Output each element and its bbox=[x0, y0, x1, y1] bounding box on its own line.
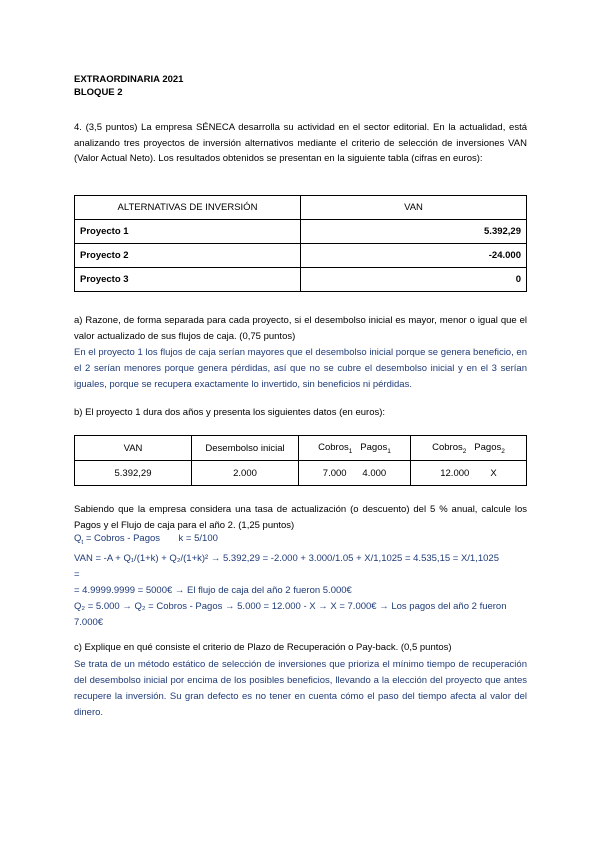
part-b-question: b) El proyecto 1 dura dos años y presenta los siguientes datos (en euros): bbox=[74, 407, 386, 418]
table-row bbox=[75, 461, 527, 486]
table-header: Desembolso inicial bbox=[192, 436, 299, 461]
calc-line-1: $Q_t$ = Cobros - Pagos k = 5/100 bbox=[74, 533, 218, 546]
part-c-question: c) Explique en qué consiste el criterio de Plazo de Recuperación o Pay-back. (0,5 puntos) bbox=[74, 642, 452, 653]
project-name: Proyecto 3 bbox=[75, 268, 301, 292]
part-a-answer: En el proyecto 1 los flujos de caja serían mayores que el desembolso inicial porque se genera beneficio, en el 2 serían menores porque genera pérdidas, así que no se cubre el desembolso inicial y en el 3 serían iguales, porque se recupera exactamente lo invertido, sin beneficios ni pérdidas. bbox=[74, 347, 527, 390]
van-table bbox=[74, 195, 527, 292]
block-title: BLOQUE 2 bbox=[74, 87, 123, 98]
table-header-cobros-pagos-2: Cobros$_2$ Pagos$_2$ bbox=[411, 436, 527, 461]
question-4-text: 4. (3,5 puntos) La empresa SÉNECA desarrolla su actividad en el sector editorial. En la actualidad, está analizando tres proyectos de inversión alternativos mediante el criterio de selección de inversiones VAN (Valor Actual Neto). Los resultados obtenidos se presentan en la siguiente tabla (cifras en euros): bbox=[74, 122, 527, 164]
table-header: VAN bbox=[75, 436, 192, 461]
calc-line-3: = bbox=[74, 568, 80, 580]
table-cell: 12.000 X bbox=[411, 461, 527, 486]
project-name: Proyecto 2 bbox=[75, 244, 301, 268]
calc-line-4: = 4.9999.9999 = 5000€ → El flujo de caja del año 2 fueron 5.000€ bbox=[74, 584, 352, 596]
calc-line-5: Q₂ = 5.000 → Q₂ = Cobros - Pagos → 5.000 = 12.000 - X → X = 7.000€ → Los pagos del año 2 fueron bbox=[74, 600, 507, 612]
exam-title: EXTRAORDINARIA 2021 bbox=[74, 74, 184, 85]
table-cell: 5.392,29 bbox=[75, 461, 192, 486]
project-van: 5.392,29 bbox=[301, 220, 527, 244]
project1-data-table bbox=[74, 435, 527, 486]
table-header-row bbox=[75, 196, 527, 220]
table-header-row bbox=[75, 436, 527, 461]
part-b-calculation bbox=[74, 531, 534, 631]
part-c-answer: Se trata de un método estático de selección de inversiones que prioriza el mínimo tiempo de recuperación del desembolso inicial por encima de los posibles beneficios, llevando a la elección del proyecto que antes recupere la inversión. Su gran defecto es no tener en cuenta cómo el paso del tiempo afecta al valor del dinero. bbox=[74, 659, 527, 718]
table-row bbox=[75, 244, 527, 268]
calc-line-6: 7.000€ bbox=[74, 616, 104, 628]
table-row bbox=[75, 220, 527, 244]
part-a-question: a) Razone, de forma separada para cada proyecto, si el desembolso inicial es mayor, menor o igual que el valor actualizado de sus flujos de caja. (0,75 puntos) bbox=[74, 315, 527, 342]
table-row bbox=[75, 268, 527, 292]
table-header: ALTERNATIVAS DE INVERSIÓN bbox=[75, 196, 301, 220]
project-name: Proyecto 1 bbox=[75, 220, 301, 244]
calc-line-2: VAN = -A + Q₁/(1+k) + Q₂/(1+k)² → 5.392,29 = -2.000 + 3.000/1.05 + X/1,1025 = 4.535,15 = X/1,1025 bbox=[74, 552, 499, 564]
table-header: VAN bbox=[301, 196, 527, 220]
table-header-cobros-pagos-1: Cobros$_1$ Pagos$_1$ bbox=[299, 436, 411, 461]
table-cell: 7.000 4.000 bbox=[299, 461, 411, 486]
part-b-question-2: Sabiendo que la empresa considera una tasa de actualización (o descuento) del 5 % anual, calcule los Pagos y el Flujo de caja para el año 2. (1,25 puntos) bbox=[74, 504, 527, 531]
project-van: 0 bbox=[301, 268, 527, 292]
table-cell: 2.000 bbox=[192, 461, 299, 486]
project-van: -24.000 bbox=[301, 244, 527, 268]
